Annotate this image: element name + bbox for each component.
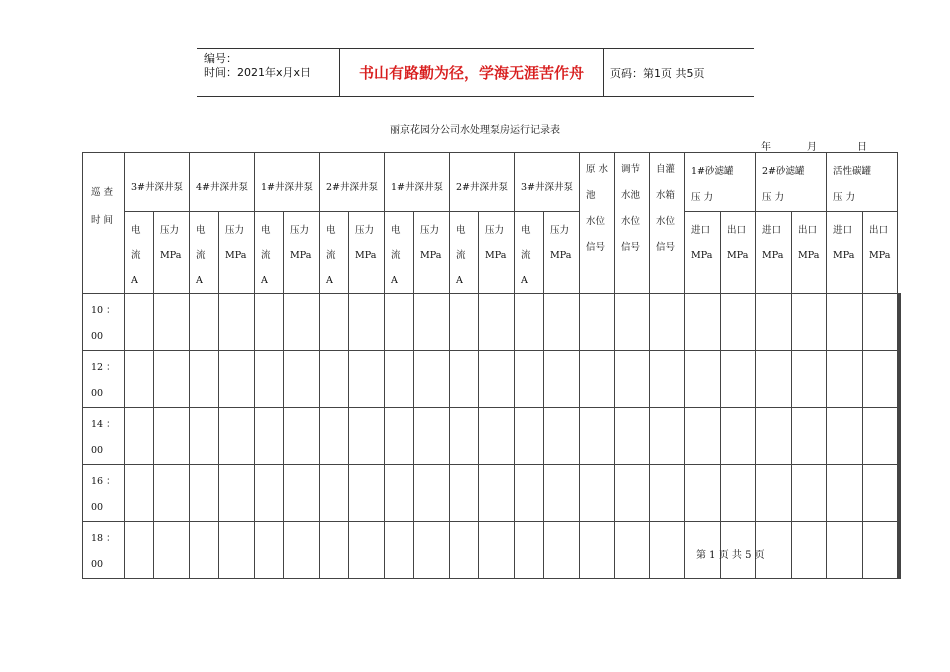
pump-5-current-header: 电 流 A — [385, 212, 414, 294]
pump-4-current-header: 电 流 A — [320, 212, 349, 294]
entry-cell[interactable] — [125, 408, 154, 465]
sand-filter-1-inlet-header: 进口 MPa — [685, 212, 721, 294]
entry-cell[interactable] — [792, 465, 827, 522]
entry-cell[interactable] — [255, 294, 284, 351]
entry-cell[interactable] — [284, 294, 320, 351]
sand-filter-2-outlet-header: 出口 MPa — [792, 212, 827, 294]
entry-cell[interactable] — [479, 408, 515, 465]
entry-cell[interactable] — [900, 294, 901, 351]
table-row — [83, 522, 901, 579]
entry-cell[interactable] — [414, 351, 450, 408]
entry-cell[interactable] — [450, 522, 479, 579]
pump-3-pressure-header: 压力 MPa — [284, 212, 320, 294]
entry-cell[interactable] — [900, 465, 901, 522]
pump-3-current-header: 电 流 A — [255, 212, 284, 294]
time-rows — [83, 294, 901, 579]
entry-cell[interactable] — [827, 294, 863, 351]
pump-header-6: 2#井深井泵 — [450, 153, 515, 212]
entry-cell[interactable] — [190, 522, 219, 579]
entry-cell[interactable] — [900, 351, 901, 408]
entry-cell[interactable] — [255, 522, 284, 579]
entry-cell[interactable] — [756, 465, 792, 522]
entry-cell[interactable] — [721, 294, 756, 351]
header-divider-right — [603, 48, 604, 97]
pump-1-current-header: 电 流 A — [125, 212, 154, 294]
pump-header-7: 3#井深井泵 — [515, 153, 580, 212]
entry-cell[interactable] — [863, 351, 898, 408]
time-slot-cell: 18 ： 00 — [83, 522, 125, 579]
entry-cell[interactable] — [756, 408, 792, 465]
page-number-label: 页码：第1页 共5页 — [610, 67, 705, 80]
regulating-pool-level-header: 调节 水池 水位 信号 — [615, 153, 650, 294]
entry-cell[interactable] — [515, 465, 544, 522]
entry-cell[interactable] — [580, 465, 615, 522]
entry-cell[interactable] — [827, 465, 863, 522]
pump-header-4: 2#井深井泵 — [320, 153, 385, 212]
entry-cell[interactable] — [515, 351, 544, 408]
entry-cell[interactable] — [190, 351, 219, 408]
entry-cell[interactable] — [385, 465, 414, 522]
entry-cell[interactable] — [544, 351, 580, 408]
entry-cell[interactable] — [650, 522, 685, 579]
entry-cell[interactable] — [479, 522, 515, 579]
entry-cell[interactable] — [827, 408, 863, 465]
pump-2-current-header: 电 流 A — [190, 212, 219, 294]
patrol-time-header: 巡 查 时 间 — [83, 153, 125, 294]
header-bottom-rule — [197, 96, 754, 97]
entry-cell[interactable] — [544, 294, 580, 351]
entry-cell[interactable] — [756, 294, 792, 351]
entry-cell[interactable] — [650, 351, 685, 408]
pump-7-current-header: 电 流 A — [515, 212, 544, 294]
entry-cell[interactable] — [863, 408, 898, 465]
entry-cell[interactable] — [255, 408, 284, 465]
document-time-label: 时间：2021年x月x日 — [204, 66, 312, 79]
table-row — [83, 294, 901, 351]
pump-header-3: 1#井深井泵 — [255, 153, 320, 212]
entry-cell[interactable] — [385, 408, 414, 465]
carbon-filter-outlet-header: 出口 MPa — [863, 212, 898, 294]
page-footer: 第 1 页 共 5 页 — [696, 550, 765, 561]
entry-cell[interactable] — [792, 522, 827, 579]
entry-cell[interactable] — [190, 294, 219, 351]
entry-cell[interactable] — [154, 465, 190, 522]
entry-cell[interactable] — [450, 351, 479, 408]
entry-cell[interactable] — [544, 465, 580, 522]
entry-cell[interactable] — [125, 294, 154, 351]
table-row — [83, 351, 901, 408]
entry-cell[interactable] — [792, 351, 827, 408]
table-row — [83, 465, 901, 522]
pump-6-pressure-header: 压力 MPa — [479, 212, 515, 294]
entry-cell[interactable] — [515, 294, 544, 351]
day-label: 日 — [857, 142, 867, 153]
pump-5-pressure-header: 压力 MPa — [414, 212, 450, 294]
entry-cell[interactable] — [650, 465, 685, 522]
entry-cell[interactable] — [255, 465, 284, 522]
entry-cell[interactable] — [154, 522, 190, 579]
header-slogan: 书山有路勤为径，学海无涯苦作舟 — [358, 64, 584, 82]
pump-header-1: 3#井深井泵 — [125, 153, 190, 212]
sand-filter-2-inlet-header: 进口 MPa — [756, 212, 792, 294]
entry-cell[interactable] — [414, 522, 450, 579]
entry-cell[interactable] — [284, 522, 320, 579]
entry-cell[interactable] — [685, 408, 721, 465]
pump-4-pressure-header: 压力 MPa — [349, 212, 385, 294]
header-top-rule — [197, 48, 754, 49]
entry-cell[interactable] — [320, 522, 349, 579]
entry-cell[interactable] — [650, 408, 685, 465]
entry-cell[interactable] — [385, 522, 414, 579]
entry-cell[interactable] — [827, 351, 863, 408]
entry-cell[interactable] — [414, 465, 450, 522]
entry-cell[interactable] — [154, 408, 190, 465]
entry-cell[interactable] — [450, 465, 479, 522]
sand-filter-1-outlet-header: 出口 MPa — [721, 212, 756, 294]
entry-cell[interactable] — [284, 465, 320, 522]
entry-cell[interactable] — [125, 522, 154, 579]
entry-cell[interactable] — [580, 522, 615, 579]
carbon-filter-header: 活性碳罐 压 力 — [827, 153, 898, 212]
entry-cell[interactable] — [219, 351, 255, 408]
entry-cell[interactable] — [479, 351, 515, 408]
date-fill-line — [731, 138, 867, 153]
time-slot-cell: 10 ： 00 — [83, 294, 125, 351]
entry-cell[interactable] — [792, 408, 827, 465]
pump-1-pressure-header: 压力 MPa — [154, 212, 190, 294]
entry-cell[interactable] — [721, 465, 756, 522]
entry-cell[interactable] — [385, 294, 414, 351]
entry-cell[interactable] — [414, 294, 450, 351]
time-slot-cell: 12 ： 00 — [83, 351, 125, 408]
entry-cell[interactable] — [154, 351, 190, 408]
pump-header-5: 1#井深井泵 — [385, 153, 450, 212]
entry-cell[interactable] — [125, 351, 154, 408]
entry-cell[interactable] — [320, 408, 349, 465]
entry-cell[interactable] — [615, 522, 650, 579]
entry-cell[interactable] — [756, 351, 792, 408]
entry-cell[interactable] — [385, 351, 414, 408]
entry-cell[interactable] — [515, 522, 544, 579]
entry-cell[interactable] — [615, 294, 650, 351]
carbon-filter-inlet-header: 进口 MPa — [827, 212, 863, 294]
sand-filter-1-header: 1#砂滤罐 压 力 — [685, 153, 756, 212]
entry-cell[interactable] — [580, 294, 615, 351]
entry-cell[interactable] — [219, 408, 255, 465]
entry-cell[interactable] — [721, 351, 756, 408]
entry-cell[interactable] — [414, 408, 450, 465]
entry-cell[interactable] — [219, 522, 255, 579]
pump-2-pressure-header: 压力 MPa — [219, 212, 255, 294]
year-label: 年 — [761, 142, 771, 153]
entry-cell[interactable] — [900, 408, 901, 465]
entry-cell[interactable] — [450, 408, 479, 465]
entry-cell[interactable] — [479, 294, 515, 351]
entry-cell[interactable] — [650, 294, 685, 351]
time-slot-cell: 16 ： 00 — [83, 465, 125, 522]
form-title: 丽京花园分公司水处理泵房运行记录表 — [390, 125, 560, 136]
entry-cell[interactable] — [615, 408, 650, 465]
entry-cell[interactable] — [320, 351, 349, 408]
entry-cell[interactable] — [255, 351, 284, 408]
entry-cell[interactable] — [580, 408, 615, 465]
time-slot-cell: 14 ： 00 — [83, 408, 125, 465]
entry-cell[interactable] — [125, 465, 154, 522]
pump-header-2: 4#井深井泵 — [190, 153, 255, 212]
entry-cell[interactable] — [544, 522, 580, 579]
sand-filter-2-header: 2#砂滤罐 压 力 — [756, 153, 827, 212]
entry-cell[interactable] — [284, 408, 320, 465]
entry-cell[interactable] — [284, 351, 320, 408]
entry-cell[interactable] — [320, 294, 349, 351]
entry-cell[interactable] — [685, 294, 721, 351]
entry-cell[interactable] — [349, 465, 385, 522]
raw-water-level-header: 原 水 池 水位 信号 — [580, 153, 615, 294]
entry-cell[interactable] — [580, 351, 615, 408]
entry-cell[interactable] — [190, 408, 219, 465]
entry-cell[interactable] — [863, 465, 898, 522]
entry-cell[interactable] — [721, 408, 756, 465]
self-priming-tank-level-header: 自灌 水箱 水位 信号 — [650, 153, 685, 294]
entry-cell[interactable] — [685, 351, 721, 408]
entry-cell[interactable] — [615, 465, 650, 522]
entry-cell[interactable] — [685, 465, 721, 522]
entry-cell[interactable] — [190, 465, 219, 522]
entry-cell[interactable] — [349, 351, 385, 408]
pump-7-pressure-header: 压力 MPa — [544, 212, 580, 294]
entry-cell[interactable] — [515, 408, 544, 465]
entry-cell[interactable] — [320, 465, 349, 522]
entry-cell[interactable] — [219, 465, 255, 522]
month-label: 月 — [807, 142, 817, 153]
entry-cell[interactable] — [349, 522, 385, 579]
entry-cell[interactable] — [792, 294, 827, 351]
entry-cell[interactable] — [219, 294, 255, 351]
document-code-label: 编号： — [204, 52, 237, 65]
pump-room-log-table — [82, 152, 901, 579]
entry-cell[interactable] — [827, 522, 863, 579]
entry-cell[interactable] — [154, 294, 190, 351]
entry-cell[interactable] — [349, 408, 385, 465]
entry-cell[interactable] — [615, 351, 650, 408]
entry-cell[interactable] — [479, 465, 515, 522]
entry-cell[interactable] — [544, 408, 580, 465]
entry-cell[interactable] — [863, 522, 898, 579]
entry-cell[interactable] — [450, 294, 479, 351]
table-row — [83, 408, 901, 465]
entry-cell[interactable] — [349, 294, 385, 351]
pump-6-current-header: 电 流 A — [450, 212, 479, 294]
entry-cell[interactable] — [863, 294, 898, 351]
entry-cell[interactable] — [900, 522, 901, 579]
